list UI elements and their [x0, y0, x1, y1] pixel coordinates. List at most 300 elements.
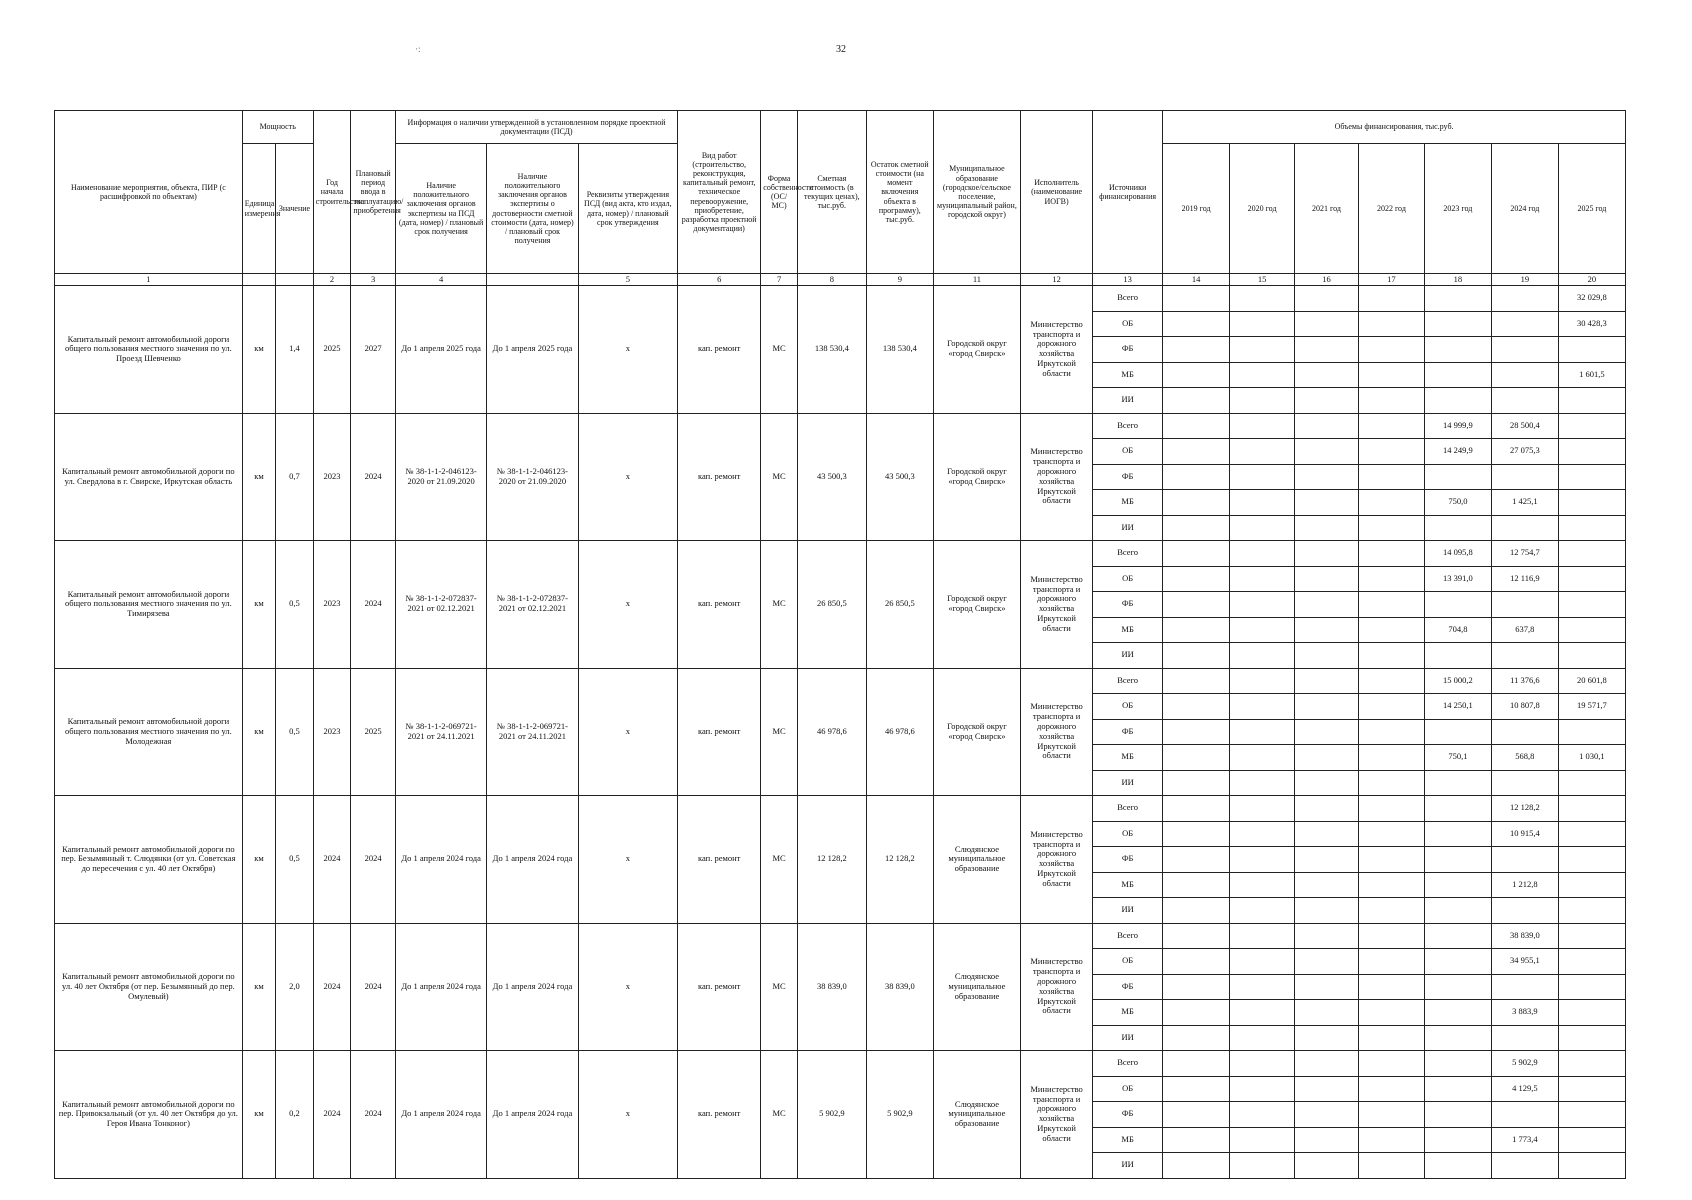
- financing-value: [1424, 770, 1491, 796]
- financing-value: [1295, 898, 1359, 924]
- financing-value: [1558, 770, 1625, 796]
- financing-value: [1491, 337, 1558, 363]
- table-row: [55, 668, 1626, 694]
- financing-value: [1163, 388, 1230, 414]
- financing-value: [1163, 592, 1230, 618]
- financing-value: [1295, 745, 1359, 771]
- expertise-psd-cell: До 1 апреля 2025 года: [395, 286, 486, 414]
- financing-value: [1558, 1127, 1625, 1153]
- financing-value: [1558, 1025, 1625, 1051]
- financing-value: [1295, 1025, 1359, 1051]
- financing-value: [1230, 541, 1295, 567]
- financing-value: [1358, 719, 1424, 745]
- financing-value: [1424, 1102, 1491, 1128]
- financing-value: [1358, 1102, 1424, 1128]
- financing-value: [1230, 388, 1295, 414]
- financing-value: [1230, 949, 1295, 975]
- financing-value: [1491, 592, 1558, 618]
- financing-value: [1558, 617, 1625, 643]
- expertise-psd-cell: № 38-1-1-2-046123-2020 от 21.09.2020: [395, 413, 486, 541]
- financing-value: [1163, 1102, 1230, 1128]
- financing-value: [1558, 1102, 1625, 1128]
- financing-value: [1358, 617, 1424, 643]
- planned-period-cell: 2024: [351, 413, 396, 541]
- financing-value: [1163, 311, 1230, 337]
- financing-value: [1230, 413, 1295, 439]
- financing-value: [1358, 566, 1424, 592]
- financing-value: [1491, 388, 1558, 414]
- financing-value: [1491, 464, 1558, 490]
- source-label: МБ: [1093, 617, 1163, 643]
- project-name: Капитальный ремонт автомобильной дороги по ул. Свердлова в г. Свирске, Иркутская область: [55, 413, 243, 541]
- column-number: 3: [351, 274, 396, 286]
- header-year-2024: 2024 год: [1491, 144, 1558, 274]
- financing-value: 10 807,8: [1491, 694, 1558, 720]
- financing-value: 14 095,8: [1424, 541, 1491, 567]
- project-name: Капитальный ремонт автомобильной дороги общего пользования местного значения по ул. Молодежная: [55, 668, 243, 796]
- financing-value: [1295, 286, 1359, 312]
- psd-approval-cell: х: [578, 413, 677, 541]
- financing-value: [1230, 821, 1295, 847]
- financing-value: [1295, 617, 1359, 643]
- source-label: ФБ: [1093, 1102, 1163, 1128]
- financing-value: [1358, 923, 1424, 949]
- financing-value: [1424, 898, 1491, 924]
- financing-value: 12 754,7: [1491, 541, 1558, 567]
- financing-value: [1230, 439, 1295, 465]
- financing-value: [1295, 694, 1359, 720]
- psd-approval-cell: х: [578, 668, 677, 796]
- financing-value: [1358, 413, 1424, 439]
- financing-value: [1491, 362, 1558, 388]
- ownership-cell: МС: [761, 796, 798, 924]
- source-label: ИИ: [1093, 388, 1163, 414]
- financing-value: [1295, 1127, 1359, 1153]
- financing-value: [1424, 949, 1491, 975]
- financing-value: [1163, 949, 1230, 975]
- table-row: [55, 796, 1626, 822]
- source-label: ИИ: [1093, 898, 1163, 924]
- financing-value: [1295, 1153, 1359, 1179]
- ownership-cell: МС: [761, 668, 798, 796]
- financing-value: [1358, 1076, 1424, 1102]
- financing-value: [1424, 719, 1491, 745]
- financing-value: [1230, 1000, 1295, 1026]
- source-label: Всего: [1093, 1051, 1163, 1077]
- financing-value: [1230, 286, 1295, 312]
- financing-value: 12 128,2: [1491, 796, 1558, 822]
- value-cell: 2,0: [276, 923, 314, 1051]
- value-cell: 0,5: [276, 668, 314, 796]
- financing-value: [1558, 1153, 1625, 1179]
- header-start-year: Год начала строительства: [313, 111, 351, 274]
- unit-cell: км: [242, 541, 275, 669]
- financing-value: [1358, 898, 1424, 924]
- financing-value: 34 955,1: [1491, 949, 1558, 975]
- financing-value: [1491, 1025, 1558, 1051]
- expertise-psd-cell: До 1 апреля 2024 года: [395, 923, 486, 1051]
- work-type-cell: кап. ремонт: [678, 1051, 761, 1179]
- financing-value: [1558, 541, 1625, 567]
- financing-value: [1424, 974, 1491, 1000]
- financing-value: [1295, 923, 1359, 949]
- financing-value: [1230, 872, 1295, 898]
- ownership-cell: МС: [761, 413, 798, 541]
- financing-value: [1491, 974, 1558, 1000]
- financing-value: [1295, 566, 1359, 592]
- column-number: 13: [1093, 274, 1163, 286]
- financing-value: [1295, 974, 1359, 1000]
- header-financing: Объемы финансирования, тыс.руб.: [1163, 111, 1626, 144]
- table-row: [55, 1051, 1626, 1077]
- value-cell: 1,4: [276, 286, 314, 414]
- source-label: Всего: [1093, 923, 1163, 949]
- financing-value: [1424, 923, 1491, 949]
- source-label: ФБ: [1093, 719, 1163, 745]
- financing-value: [1163, 923, 1230, 949]
- financing-value: [1358, 490, 1424, 516]
- financing-value: [1424, 464, 1491, 490]
- financing-value: [1163, 872, 1230, 898]
- financing-value: [1295, 643, 1359, 669]
- estimated-cost-cell: 138 530,4: [797, 286, 866, 414]
- financing-value: [1230, 311, 1295, 337]
- unit-cell: км: [242, 286, 275, 414]
- expertise-psd-cell: № 38-1-1-2-072837-2021 от 02.12.2021: [395, 541, 486, 669]
- remaining-cost-cell: 38 839,0: [866, 923, 933, 1051]
- financing-value: [1163, 1025, 1230, 1051]
- source-label: ФБ: [1093, 464, 1163, 490]
- financing-value: [1558, 1051, 1625, 1077]
- column-number: 6: [678, 274, 761, 286]
- financing-value: [1295, 1076, 1359, 1102]
- executor-cell: Министерство транспорта и дорожного хозяйства Иркутской области: [1021, 668, 1093, 796]
- column-number: [487, 274, 578, 286]
- column-number: 4: [395, 274, 486, 286]
- financing-value: [1358, 592, 1424, 618]
- estimated-cost-cell: 43 500,3: [797, 413, 866, 541]
- financing-value: [1230, 770, 1295, 796]
- source-label: ОБ: [1093, 949, 1163, 975]
- financing-value: 19 571,7: [1558, 694, 1625, 720]
- municipality-cell: Слюдянское муниципальное образование: [933, 796, 1020, 924]
- source-label: ИИ: [1093, 515, 1163, 541]
- financing-value: [1491, 770, 1558, 796]
- header-year-2021: 2021 год: [1295, 144, 1359, 274]
- work-type-cell: кап. ремонт: [678, 923, 761, 1051]
- financing-value: [1295, 770, 1359, 796]
- financing-value: [1358, 821, 1424, 847]
- work-type-cell: кап. ремонт: [678, 541, 761, 669]
- financing-value: [1558, 592, 1625, 618]
- financing-value: [1295, 1102, 1359, 1128]
- header-municipality: Муниципальное образование (городское/сельское поселение, муниципальный район, городской округ): [933, 111, 1020, 274]
- remaining-cost-cell: 46 978,6: [866, 668, 933, 796]
- column-number: 12: [1021, 274, 1093, 286]
- financing-value: [1358, 541, 1424, 567]
- financing-value: [1424, 1076, 1491, 1102]
- source-label: ОБ: [1093, 566, 1163, 592]
- table-body: [55, 274, 1626, 1179]
- unit-cell: км: [242, 923, 275, 1051]
- financing-value: [1163, 974, 1230, 1000]
- financing-value: [1358, 362, 1424, 388]
- expertise-psd-cell: До 1 апреля 2024 года: [395, 1051, 486, 1179]
- column-number: 9: [866, 274, 933, 286]
- expertise-cost-cell: До 1 апреля 2024 года: [487, 1051, 578, 1179]
- financing-value: [1358, 872, 1424, 898]
- financing-value: [1230, 566, 1295, 592]
- financing-value: [1295, 796, 1359, 822]
- header-year-2022: 2022 год: [1358, 144, 1424, 274]
- financing-value: [1230, 745, 1295, 771]
- financing-value: [1558, 796, 1625, 822]
- financing-value: [1558, 413, 1625, 439]
- source-label: ИИ: [1093, 643, 1163, 669]
- financing-value: [1491, 311, 1558, 337]
- source-label: ОБ: [1093, 1076, 1163, 1102]
- start-year-cell: 2024: [313, 1051, 351, 1179]
- financing-value: [1491, 643, 1558, 669]
- column-number: [276, 274, 314, 286]
- financing-value: [1295, 821, 1359, 847]
- expertise-cost-cell: № 38-1-1-2-046123-2020 от 21.09.2020: [487, 413, 578, 541]
- estimated-cost-cell: 5 902,9: [797, 1051, 866, 1179]
- start-year-cell: 2024: [313, 796, 351, 924]
- value-cell: 0,7: [276, 413, 314, 541]
- ownership-cell: МС: [761, 1051, 798, 1179]
- header-expertise-psd: Наличие положительного заключения органов экспертизы на ПСД (дата, номер) / плановый срок получения: [395, 144, 486, 274]
- financing-value: [1424, 1025, 1491, 1051]
- expertise-cost-cell: До 1 апреля 2025 года: [487, 286, 578, 414]
- financing-value: [1491, 515, 1558, 541]
- municipality-cell: Городской округ «город Свирск»: [933, 413, 1020, 541]
- financing-value: [1358, 311, 1424, 337]
- financing-value: [1424, 872, 1491, 898]
- source-label: ФБ: [1093, 592, 1163, 618]
- table-row: [55, 413, 1626, 439]
- financing-value: [1163, 1127, 1230, 1153]
- financing-value: [1295, 1000, 1359, 1026]
- column-number: 17: [1358, 274, 1424, 286]
- financing-value: [1558, 643, 1625, 669]
- financing-value: [1230, 617, 1295, 643]
- financing-value: [1424, 1051, 1491, 1077]
- financing-value: [1424, 592, 1491, 618]
- executor-cell: Министерство транспорта и дорожного хозяйства Иркутской области: [1021, 796, 1093, 924]
- project-name: Капитальный ремонт автомобильной дороги по пер. Безымянный т. Слюдянки (от ул. Советская до пересечения с ул. 40 лет Октября): [55, 796, 243, 924]
- financing-value: [1558, 464, 1625, 490]
- financing-value: 4 129,5: [1491, 1076, 1558, 1102]
- financing-value: [1358, 515, 1424, 541]
- source-label: Всего: [1093, 413, 1163, 439]
- executor-cell: Министерство транспорта и дорожного хозяйства Иркутской области: [1021, 413, 1093, 541]
- financing-value: [1163, 1076, 1230, 1102]
- estimated-cost-cell: 26 850,5: [797, 541, 866, 669]
- financing-value: [1230, 719, 1295, 745]
- start-year-cell: 2023: [313, 541, 351, 669]
- source-label: ИИ: [1093, 770, 1163, 796]
- header-year-2025: 2025 год: [1558, 144, 1625, 274]
- header-name: Наименование мероприятия, объекта, ПИР (с расшифровкой по объектам): [55, 111, 243, 274]
- financing-value: [1163, 337, 1230, 363]
- financing-value: [1358, 796, 1424, 822]
- financing-value: [1163, 847, 1230, 873]
- financing-value: [1295, 413, 1359, 439]
- financing-value: [1295, 490, 1359, 516]
- value-cell: 0,2: [276, 1051, 314, 1179]
- financing-value: [1230, 337, 1295, 363]
- column-number: 5: [578, 274, 677, 286]
- financing-value: [1163, 1153, 1230, 1179]
- financing-value: [1230, 464, 1295, 490]
- header-executor: Исполнитель (наименование ИОГВ): [1021, 111, 1093, 274]
- financing-value: 14 249,9: [1424, 439, 1491, 465]
- financing-value: [1358, 745, 1424, 771]
- financing-value: [1558, 872, 1625, 898]
- financing-value: [1358, 464, 1424, 490]
- financing-value: [1424, 796, 1491, 822]
- financing-value: [1163, 362, 1230, 388]
- column-number: 16: [1295, 274, 1359, 286]
- municipality-cell: Слюдянское муниципальное образование: [933, 923, 1020, 1051]
- financing-value: [1558, 566, 1625, 592]
- planned-period-cell: 2027: [351, 286, 396, 414]
- financing-value: [1491, 1102, 1558, 1128]
- financing-value: 11 376,6: [1491, 668, 1558, 694]
- source-label: ОБ: [1093, 694, 1163, 720]
- estimated-cost-cell: 12 128,2: [797, 796, 866, 924]
- financing-value: [1163, 490, 1230, 516]
- financing-value: [1230, 362, 1295, 388]
- source-label: ИИ: [1093, 1025, 1163, 1051]
- source-label: МБ: [1093, 745, 1163, 771]
- financing-value: [1558, 847, 1625, 873]
- financing-value: [1358, 694, 1424, 720]
- planned-period-cell: 2024: [351, 1051, 396, 1179]
- financing-value: [1295, 464, 1359, 490]
- financing-value: 14 999,9: [1424, 413, 1491, 439]
- financing-value: [1230, 668, 1295, 694]
- financing-value: [1424, 388, 1491, 414]
- financing-value: [1558, 1000, 1625, 1026]
- financing-value: [1163, 617, 1230, 643]
- unit-cell: км: [242, 668, 275, 796]
- financing-value: [1295, 439, 1359, 465]
- financing-value: 10 915,4: [1491, 821, 1558, 847]
- project-name: Капитальный ремонт автомобильной дороги по пер. Привокзальный (от ул. 40 лет Октября до ул. Героя Ивана Тонконог): [55, 1051, 243, 1179]
- financing-value: [1230, 1102, 1295, 1128]
- header-year-2023: 2023 год: [1424, 144, 1491, 274]
- ownership-cell: МС: [761, 923, 798, 1051]
- financing-value: [1230, 796, 1295, 822]
- financing-value: [1163, 464, 1230, 490]
- psd-approval-cell: х: [578, 286, 677, 414]
- financing-value: [1163, 1000, 1230, 1026]
- financing-value: [1163, 668, 1230, 694]
- financing-value: [1558, 515, 1625, 541]
- financing-value: [1230, 515, 1295, 541]
- municipality-cell: Городской округ «город Свирск»: [933, 541, 1020, 669]
- unit-cell: км: [242, 796, 275, 924]
- value-cell: 0,5: [276, 541, 314, 669]
- financing-value: 27 075,3: [1491, 439, 1558, 465]
- financing-value: [1424, 311, 1491, 337]
- unit-cell: км: [242, 413, 275, 541]
- planned-period-cell: 2024: [351, 541, 396, 669]
- financing-value: [1295, 719, 1359, 745]
- work-type-cell: кап. ремонт: [678, 286, 761, 414]
- work-type-cell: кап. ремонт: [678, 668, 761, 796]
- header-year-2019: 2019 год: [1163, 144, 1230, 274]
- financing-value: [1558, 1076, 1625, 1102]
- expertise-cost-cell: № 38-1-1-2-069721-2021 от 24.11.2021: [487, 668, 578, 796]
- work-type-cell: кап. ремонт: [678, 413, 761, 541]
- financing-value: [1230, 1153, 1295, 1179]
- financing-value: [1163, 719, 1230, 745]
- source-label: МБ: [1093, 362, 1163, 388]
- source-label: ОБ: [1093, 439, 1163, 465]
- financing-value: [1295, 541, 1359, 567]
- financing-value: [1491, 286, 1558, 312]
- financing-value: [1163, 566, 1230, 592]
- financing-value: [1558, 923, 1625, 949]
- financing-value: [1491, 847, 1558, 873]
- financing-value: 30 428,3: [1558, 311, 1625, 337]
- financing-value: [1230, 592, 1295, 618]
- financing-value: [1230, 1025, 1295, 1051]
- financing-value: 704,8: [1424, 617, 1491, 643]
- financing-value: [1230, 1076, 1295, 1102]
- financing-value: [1491, 898, 1558, 924]
- ownership-cell: МС: [761, 541, 798, 669]
- financing-value: 20 601,8: [1558, 668, 1625, 694]
- column-number: 8: [797, 274, 866, 286]
- financing-value: 1 425,1: [1491, 490, 1558, 516]
- financing-value: [1424, 643, 1491, 669]
- financing-value: [1358, 388, 1424, 414]
- financing-value: [1230, 1127, 1295, 1153]
- project-name: Капитальный ремонт автомобильной дороги по ул. 40 лет Октября (от пер. Безымянный до пер. Омулевый): [55, 923, 243, 1051]
- remaining-cost-cell: 12 128,2: [866, 796, 933, 924]
- header-planned-period: Плановый период ввода в эксплуатацию/приобретения: [351, 111, 396, 274]
- financing-value: [1358, 337, 1424, 363]
- financing-value: [1230, 847, 1295, 873]
- financing-value: [1295, 1051, 1359, 1077]
- municipality-cell: Городской округ «город Свирск»: [933, 668, 1020, 796]
- source-label: МБ: [1093, 490, 1163, 516]
- source-label: ОБ: [1093, 821, 1163, 847]
- project-name: Капитальный ремонт автомобильной дороги общего пользования местного значения по ул. Проезд Шевченко: [55, 286, 243, 414]
- header-unit: Единица измерения: [242, 144, 275, 274]
- source-label: ФБ: [1093, 847, 1163, 873]
- financing-value: [1558, 490, 1625, 516]
- source-label: МБ: [1093, 872, 1163, 898]
- municipality-cell: Слюдянское муниципальное образование: [933, 1051, 1020, 1179]
- expertise-psd-cell: № 38-1-1-2-069721-2021 от 24.11.2021: [395, 668, 486, 796]
- financing-value: [1230, 694, 1295, 720]
- executor-cell: Министерство транспорта и дорожного хозяйства Иркутской области: [1021, 286, 1093, 414]
- financing-value: [1358, 949, 1424, 975]
- financing-value: [1230, 923, 1295, 949]
- financing-value: [1358, 1051, 1424, 1077]
- financing-table: [54, 110, 1626, 1179]
- start-year-cell: 2024: [313, 923, 351, 1051]
- financing-value: [1295, 515, 1359, 541]
- financing-value: 750,0: [1424, 490, 1491, 516]
- start-year-cell: 2023: [313, 413, 351, 541]
- header-expertise-cost: Наличие положительного заключения органов экспертизы о достоверности сметной стоимости (дата, номер) / плановый срок получения: [487, 144, 578, 274]
